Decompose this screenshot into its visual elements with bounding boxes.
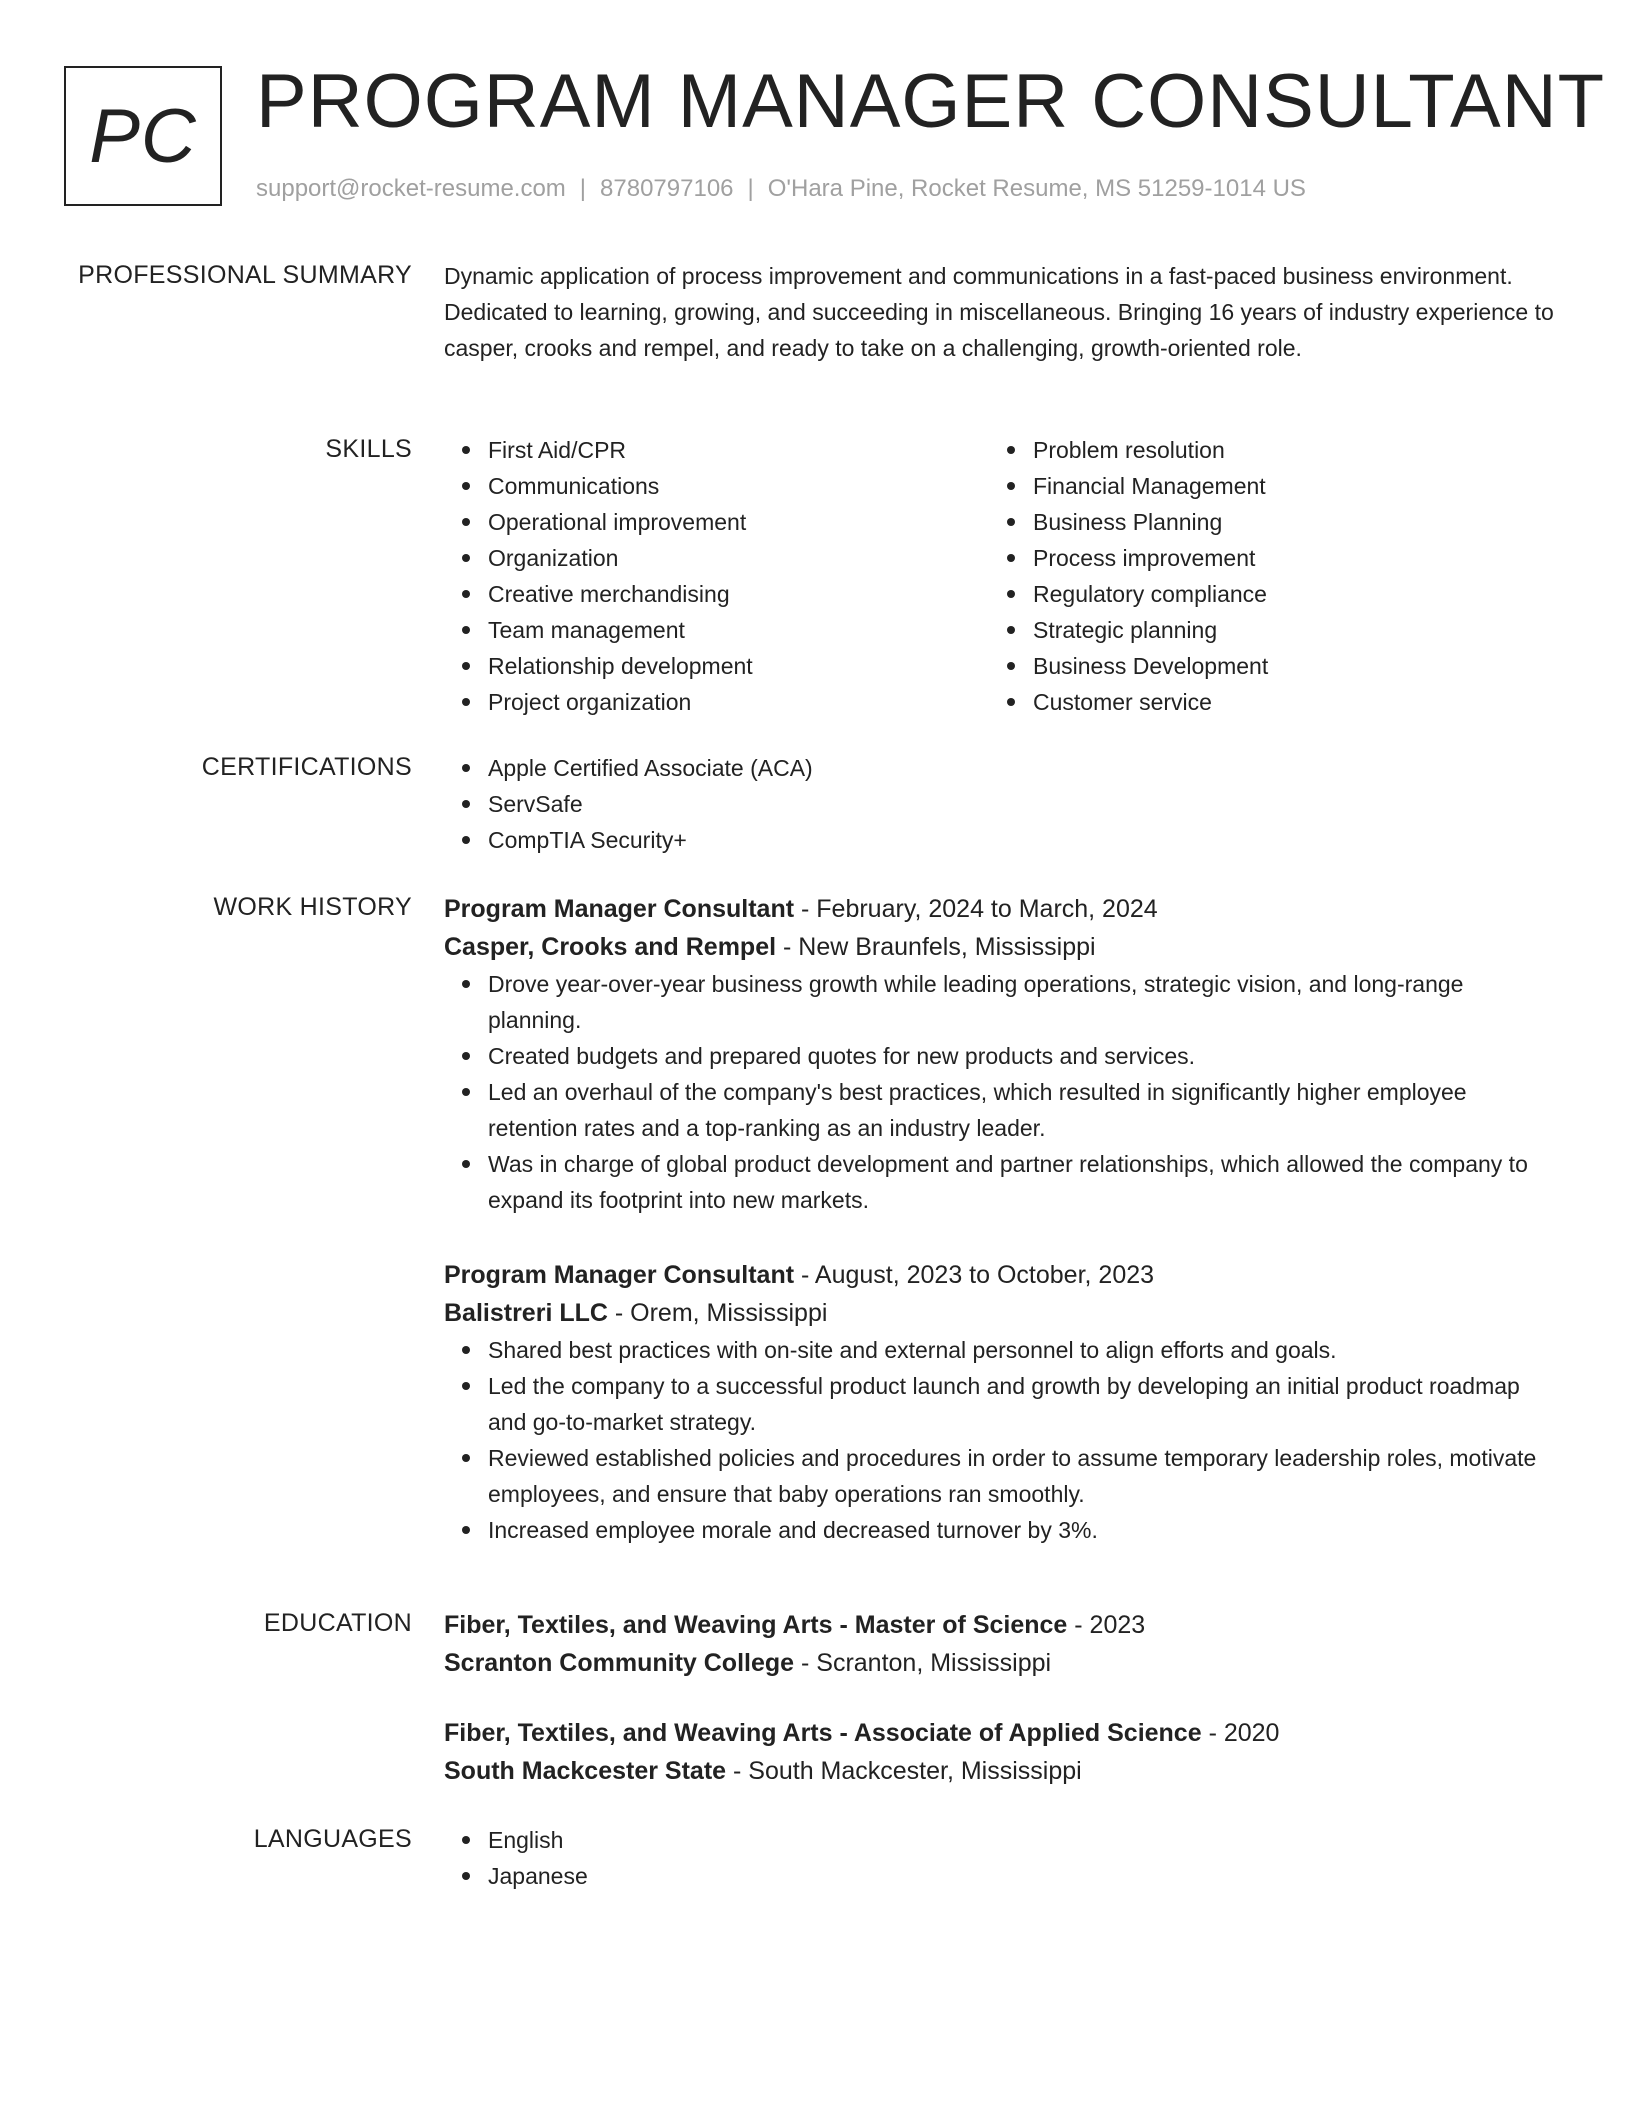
section-heading-certifications: CERTIFICATIONS	[201, 753, 412, 781]
list-item: Drove year-over-year business growth while leading operations, strategic vision, and long-range planning.	[488, 966, 1554, 1038]
section-heading-education: EDUCATION	[263, 1609, 412, 1637]
list-item: Team management	[488, 612, 989, 648]
job-company: Balistreri LLC	[444, 1299, 608, 1327]
section-heading-work-history: WORK HISTORY	[213, 893, 412, 921]
job-location: - Orem, Mississippi	[607, 1299, 828, 1327]
list-item: Was in charge of global product development and partner relationships, which allowed the company to expand its footprint into new markets.	[488, 1146, 1554, 1218]
list-item: CompTIA Security+	[488, 822, 1554, 858]
job-title-line	[444, 890, 1554, 928]
list-item: Regulatory compliance	[1033, 576, 1534, 612]
skills-column-left	[444, 432, 989, 720]
list-item: Project organization	[488, 684, 989, 720]
list-item: First Aid/CPR	[488, 432, 989, 468]
education-body	[444, 1606, 1554, 1790]
list-item: Financial Management	[1033, 468, 1534, 504]
section-heading-skills: SKILLS	[325, 435, 412, 463]
address-text: O'Hara Pine, Rocket Resume, MS 51259-1014 US	[767, 175, 1306, 202]
summary-text: Dynamic application of process improvement and communications in a fast-paced business environment. Dedicated to learning, growing, and succeeding in miscellaneous. Bringing 16 years of industry experience to casper, crooks and rempel, and ready to take on a challenging, growth-oriented role.	[444, 263, 1554, 361]
list-item: Strategic planning	[1033, 612, 1534, 648]
skills-column-right	[989, 432, 1534, 720]
list-item: Led the company to a successful product launch and growth by developing an initial product roadmap and go-to-market strategy.	[488, 1368, 1554, 1440]
list-item: Organization	[488, 540, 989, 576]
list-item: Process improvement	[1033, 540, 1534, 576]
work-history-body	[444, 890, 1554, 1548]
list-item: Creative merchandising	[488, 576, 989, 612]
summary-body	[444, 258, 1554, 366]
education-location: - South Mackcester, Mississippi	[726, 1757, 1082, 1785]
list-item: Operational improvement	[488, 504, 989, 540]
list-item: Led an overhaul of the company's best practices, which resulted in significantly higher employee retention rates and a top-ranking as an industry leader.	[488, 1074, 1554, 1146]
education-school: South Mackcester State	[444, 1757, 727, 1785]
job-dates: - February, 2024 to March, 2024	[794, 895, 1158, 923]
education-school-line	[444, 1752, 1554, 1790]
education-entry	[444, 1606, 1554, 1682]
section-heading-languages: LANGUAGES	[253, 1825, 412, 1853]
education-entry	[444, 1714, 1554, 1790]
list-item: English	[488, 1822, 1554, 1858]
job-company-line	[444, 1294, 1554, 1332]
list-item: Created budgets and prepared quotes for new products and services.	[488, 1038, 1554, 1074]
job-company: Casper, Crooks and Rempel	[444, 933, 777, 961]
job-entry	[444, 1256, 1554, 1548]
list-item: Customer service	[1033, 684, 1534, 720]
list-item: Business Planning	[1033, 504, 1534, 540]
job-bullets	[444, 1332, 1554, 1548]
list-item: Apple Certified Associate (ACA)	[488, 750, 1554, 786]
job-company-line	[444, 928, 1554, 966]
contact-separator: |	[579, 175, 587, 202]
education-degree-line	[444, 1606, 1554, 1644]
list-item: ServSafe	[488, 786, 1554, 822]
education-year: - 2020	[1201, 1719, 1280, 1747]
job-dates: - August, 2023 to October, 2023	[794, 1261, 1155, 1289]
job-title-line	[444, 1256, 1554, 1294]
education-year: - 2023	[1067, 1611, 1146, 1639]
list-item: Communications	[488, 468, 989, 504]
list-item: Business Development	[1033, 648, 1534, 684]
education-school: Scranton Community College	[444, 1649, 795, 1677]
certifications-body	[444, 750, 1554, 858]
job-entry	[444, 890, 1554, 1218]
list-item: Problem resolution	[1033, 432, 1534, 468]
skills-body	[444, 432, 1554, 720]
education-school-line	[444, 1644, 1554, 1682]
list-item: Relationship development	[488, 648, 989, 684]
contact-separator: |	[747, 175, 754, 202]
education-degree: Fiber, Textiles, and Weaving Arts - Associate of Applied Science	[444, 1719, 1202, 1747]
education-degree-line	[444, 1714, 1554, 1752]
phone-link[interactable]: 8780797106	[600, 175, 734, 202]
page-title: PROGRAM MANAGER CONSULTANT	[256, 59, 1606, 144]
email-link[interactable]: support@rocket-resume.com	[256, 175, 566, 202]
education-location: - Scranton, Mississippi	[794, 1649, 1052, 1677]
education-degree: Fiber, Textiles, and Weaving Arts - Master of Science	[444, 1611, 1068, 1639]
list-item: Shared best practices with on-site and external personnel to align efforts and goals.	[488, 1332, 1554, 1368]
list-item: Japanese	[488, 1858, 1554, 1894]
job-title: Program Manager Consultant	[444, 895, 795, 923]
languages-body	[444, 1822, 1554, 1894]
job-bullets	[444, 966, 1554, 1218]
list-item: Increased employee morale and decreased turnover by 3%.	[488, 1512, 1554, 1548]
list-item: Reviewed established policies and procedures in order to assume temporary leadership roles, motivate employees, and ensure that baby operations ran smoothly.	[488, 1440, 1554, 1512]
job-location: - New Braunfels, Mississippi	[776, 933, 1096, 961]
job-title: Program Manager Consultant	[444, 1261, 795, 1289]
contact-line	[256, 172, 1306, 206]
monogram-badge: PC	[64, 66, 222, 206]
section-heading-summary: PROFESSIONAL SUMMARY	[78, 261, 412, 289]
